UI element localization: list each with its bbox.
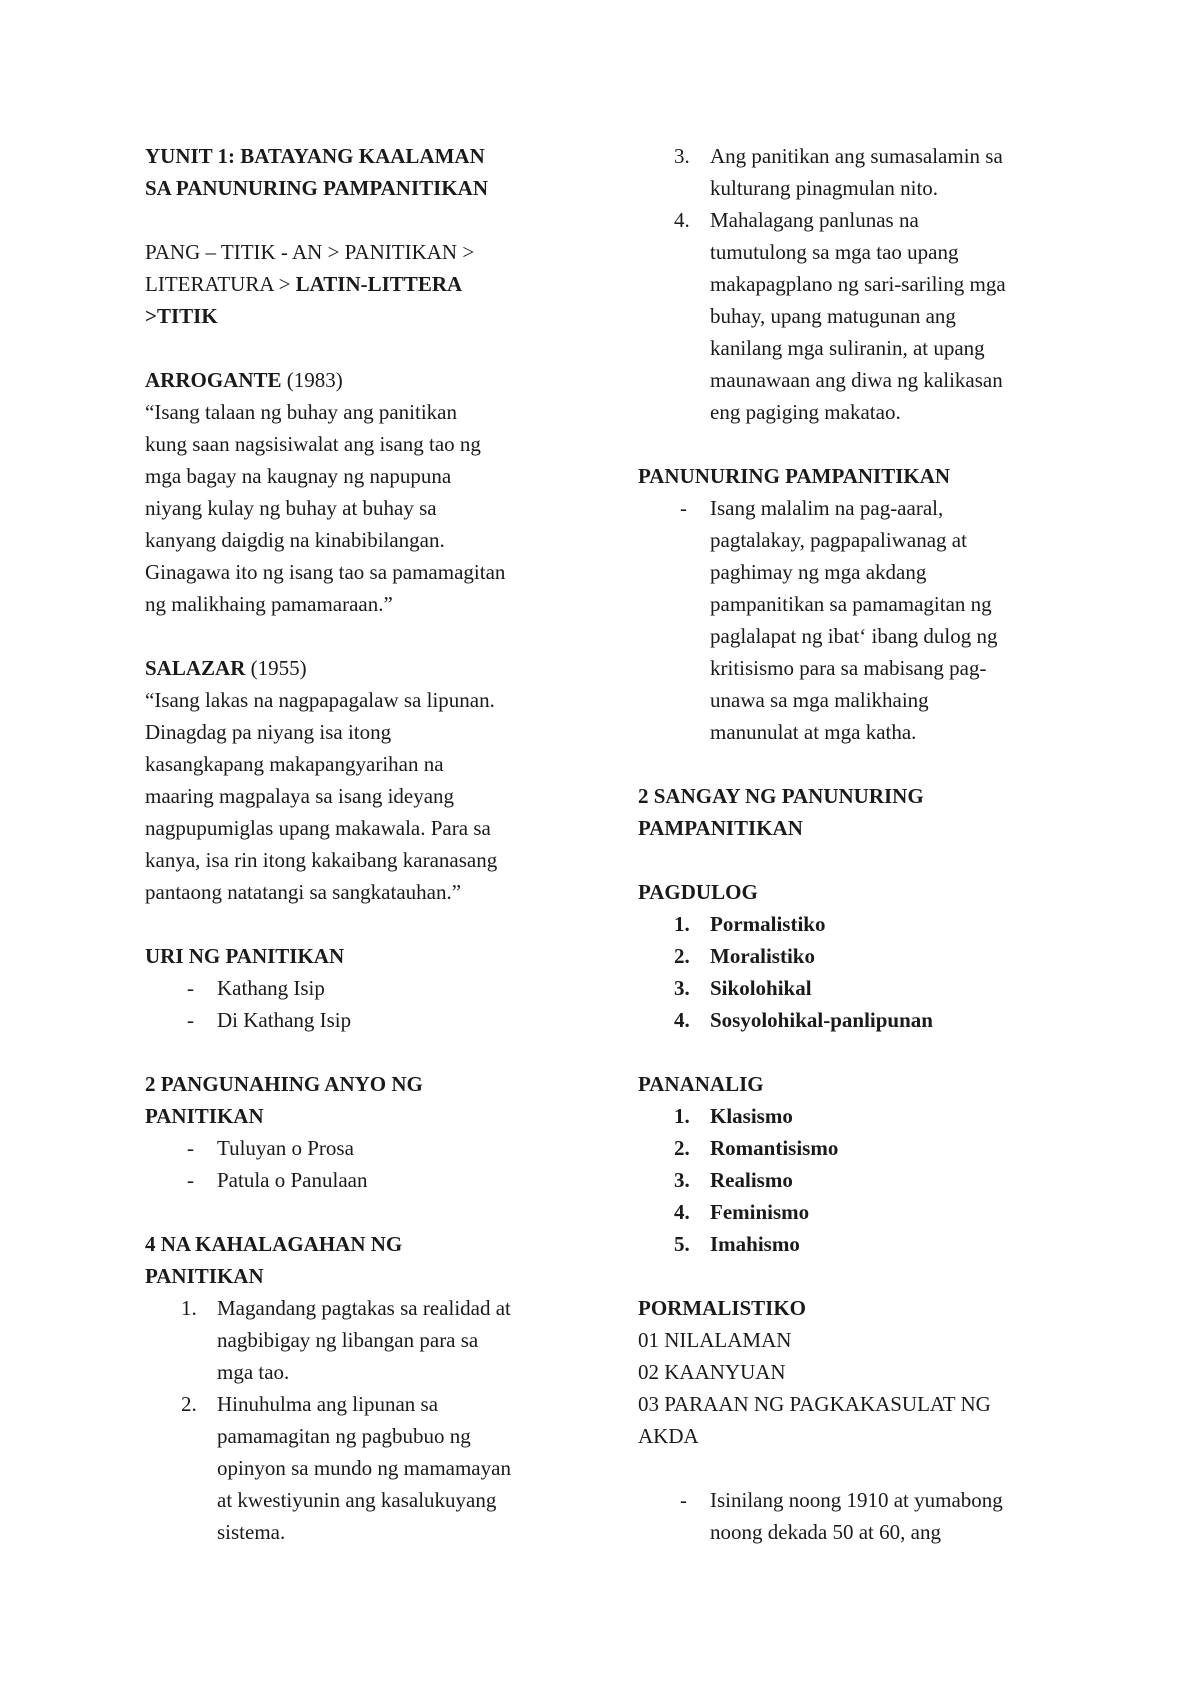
list-item: - Isinilang noong 1910 at yumabong noong dekada 50 at 60, ang [638, 1484, 1078, 1548]
unit-title-line-2: SA PANUNURING PAMPANITIKAN [145, 176, 488, 200]
arrogante-quote-line: “Isang talaan ng buhay ang panitikan [145, 400, 457, 424]
unit-title-line-1: YUNIT 1: BATAYANG KAALAMAN [145, 144, 485, 168]
salazar-quote-line: kasangkapang makapangyarihan na [145, 752, 444, 776]
list-item: 1. Pormalistiko [674, 912, 826, 936]
etymology-line-3: >TITIK [145, 304, 218, 328]
salazar-quote-line: nagpupumiglas upang makawala. Para sa [145, 816, 491, 840]
list-item: - Di Kathang Isip [145, 1004, 570, 1036]
list-item: - Patula o Panulaan [145, 1164, 570, 1196]
arrogante-heading: ARROGANTE (1983) [145, 368, 343, 392]
etymology-line-2: LITERATURA > LATIN-LITTERA [145, 272, 463, 296]
salazar-quote-line: maaring magpalaya sa isang ideyang [145, 784, 455, 808]
list-item: 4. Sosyolohikal-panlipunan [674, 1008, 933, 1032]
pormalistiko-heading: PORMALISTIKO [638, 1296, 807, 1320]
list-item: 1. Klasismo [674, 1104, 793, 1128]
anyo-heading-line-1: 2 PANGUNAHING ANYO NG [145, 1072, 423, 1096]
sangay-heading-line-2: PAMPANITIKAN [638, 816, 803, 840]
panunuring-heading: PANUNURING PAMPANITIKAN [638, 464, 951, 488]
right-column [638, 140, 1078, 1548]
salazar-quote-line: pantaong natatangi sa sangkatauhan.” [145, 880, 462, 904]
anyo-heading-line-2: PANITIKAN [145, 1104, 264, 1128]
list-item: 2. Hinuhulma ang lipunan sa pamamagitan ng pagbubuo ng opinyon sa mundo ng mamamayan at kwestiyunin ang kasalukuyang sistema. [181, 1392, 511, 1544]
left-column [145, 140, 570, 1548]
pagdulog-heading: PAGDULOG [638, 880, 758, 904]
kahalagahan-heading-line-1: 4 NA KAHALAGAHAN NG [145, 1232, 403, 1256]
salazar-quote-line: Dinagdag pa niyang isa itong [145, 720, 392, 744]
list-item: 3. Sikolohikal [674, 976, 812, 1000]
list-item: 3. Ang panitikan ang sumasalamin sa kulturang pinagmulan nito. [674, 144, 1003, 200]
list-item: 4. Feminismo [674, 1200, 810, 1224]
list-item: 2. Moralistiko [674, 944, 815, 968]
arrogante-quote-line: niyang kulay ng buhay at buhay sa [145, 496, 437, 520]
list-item: 4. Mahalagang panlunas na tumutulong sa mga tao upang makapagplano ng sari-sariling mga buhay, upang matugunan ang kanilang mga suliranin, at upang maunawaan ang diwa ng kalikasan eng pagiging makatao. [674, 208, 1006, 424]
arrogante-quote-line: kung saan nagsisiwalat ang isang tao ng [145, 432, 481, 456]
list-item: - Isang malalim na pag-aaral, pagtalakay, pagpapaliwanag at paghimay ng mga akdang pampanitikan sa pamamagitan ng paglalapat ng ibat‘ ibang dulog ng kritisismo para sa mabisang pag- unawa sa mga malikhaing manunulat at mga katha. [638, 492, 1078, 748]
salazar-quote-line: “Isang lakas na nagpapagalaw sa lipunan. [145, 688, 495, 712]
uri-heading: URI NG PANITIKAN [145, 944, 345, 968]
salazar-heading: SALAZAR (1955) [145, 656, 307, 680]
sangay-heading-line-1: 2 SANGAY NG PANUNURING [638, 784, 924, 808]
pormalistiko-line: 02 KAANYUAN [638, 1360, 786, 1384]
pormalistiko-line: 03 PARAAN NG PAGKAKASULAT NG [638, 1392, 991, 1416]
pananalig-heading: PANANALIG [638, 1072, 764, 1096]
list-item: - Kathang Isip [145, 972, 570, 1004]
list-item: 5. Imahismo [674, 1232, 800, 1256]
list-item: 3. Realismo [674, 1168, 793, 1192]
etymology-line-1: PANG – TITIK - AN > PANITIKAN > [145, 240, 475, 264]
arrogante-quote-line: Ginagawa ito ng isang tao sa pamamagitan [145, 560, 506, 584]
pormalistiko-line: 01 NILALAMAN [638, 1328, 792, 1352]
salazar-quote-line: kanya, isa rin itong kakaibang karanasang [145, 848, 498, 872]
pormalistiko-line: AKDA [638, 1424, 699, 1448]
list-item: 2. Romantisismo [674, 1136, 839, 1160]
list-item: 1. Magandang pagtakas sa realidad at nagbibigay ng libangan para sa mga tao. [181, 1296, 511, 1384]
kahalagahan-heading-line-2: PANITIKAN [145, 1264, 264, 1288]
arrogante-quote-line: mga bagay na kaugnay ng napupuna [145, 464, 452, 488]
arrogante-quote-line: kanyang daigdig na kinabibilangan. [145, 528, 445, 552]
list-item: - Tuluyan o Prosa [145, 1132, 570, 1164]
arrogante-quote-line: ng malikhaing pamamaraan.” [145, 592, 393, 616]
